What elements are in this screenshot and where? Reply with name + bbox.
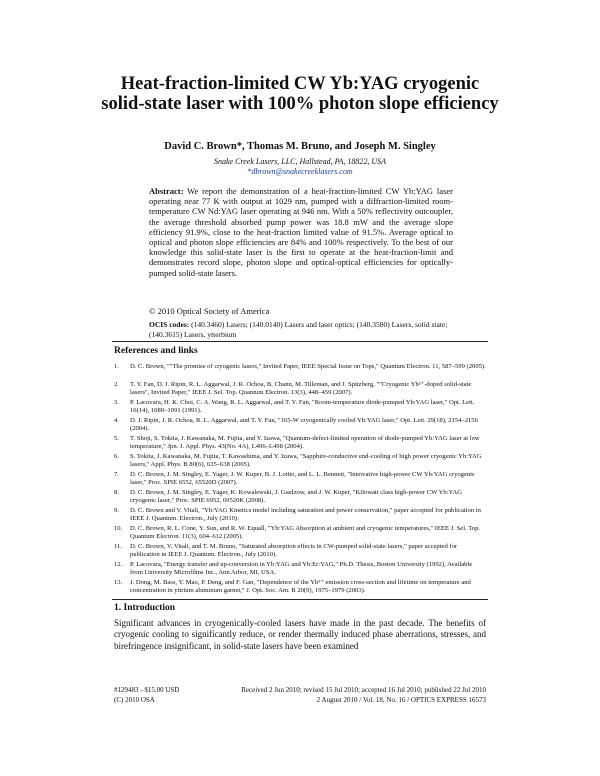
affiliation: Snake Creek Lasers, LLC, Hallstead, PA, 18822, USA [214, 157, 386, 166]
reference-text: T. Shoji, S. Tokita, J. Kawanaka, M. Fujita, and Y. Izawa, "Quantum-defect-limited operation of diode-pumped Yb:YAG laser at low temperature," Jpn. J. Appl. Phys. 43(No. 4A), L496–L498 (2004). [130, 435, 480, 451]
reference-item [114, 489, 486, 506]
ocis-codes [149, 320, 453, 339]
abstract-text: We report the demonstration of a heat-fraction-limited CW Yb:YAG laser operating near 77 K with output at 1029 nm, pumped with a diffraction-limited room-temperature CW Nd:YAG laser operating at 946 nm. With a 50% reflectivity outcoupler, the average threshold absorbed pump power was 18.8 mW and the average slope efficiency 91.9%, close to the heat-fraction limited value of 91.5%. Average optical to optical and photon slope efficiencies are 84% and 100% respectively. To the best of our knowledge this solid-state laser is the first to operate at the heat-fraction-limit and demonstrates record slope, photon slope and optical-optical efficiencies for optically-pumped solid-state lasers. [149, 186, 453, 278]
reference-number: 5. [114, 435, 119, 442]
reference-number: 9. [114, 507, 119, 514]
reference-number: 11. [114, 543, 122, 550]
reference-item [114, 561, 486, 578]
reference-text: D. C. Brown, J. M. Singley, E. Yager, J. W. Kuper, B. J. Lotito, and L. L. Bennett, "Innovative high-power CW Yb:YAG cryogenic laser," Proc. SPIE 6552, 65520D (2007). [130, 471, 475, 487]
reference-item [114, 417, 486, 434]
reference-item [114, 399, 486, 416]
reference-item [114, 543, 486, 560]
reference-text: T. Y. Fan, D. J. Ripin, R. L. Aggarwal, J. R. Ochoa, B. Chann, M. Tilleman, and J. Spitzberg, ""Cryogenic Yb³⁺-doped solid-state lasers", Invited Paper," IEEE J. Sel. Top. Quantum Electron. 13(3), 448–459 (2007). [130, 381, 472, 397]
author-email-link[interactable]: *dbrown@snakecreeklasers.com [247, 167, 353, 176]
reference-item [114, 363, 486, 371]
section-heading: 1. Introduction [114, 603, 176, 613]
abstract-label: Abstract: [149, 186, 184, 196]
abstract [149, 186, 453, 278]
footer-copyright: (C) 2010 OSA [114, 695, 155, 704]
footer-dates: Received 2 Jun 2010; revised 15 Jul 2010; accepted 16 Jul 2010; published 22 Jul 2010 [241, 686, 486, 694]
paper-title: Heat-fraction-limited CW Yb:YAG cryogenic solid-state laser with 100% photon slope efficiency [101, 74, 499, 114]
reference-text: D. C. Brown, J. M. Singley, E. Yager, K. Kowalewski, J. Guelzow, and J. W. Kuper, "Kilowatt class high-power CW Yb:YAG cryogenic laser," Proc. SPIE 6952, 69520K (2008). [130, 489, 463, 505]
reference-item [114, 579, 486, 596]
references-heading: References and links [114, 346, 198, 356]
divider-bottom [112, 599, 488, 600]
copyright-notice: © 2010 Optical Society of America [149, 306, 270, 316]
reference-item [114, 453, 486, 470]
reference-text: D. C. Brown, ""The promise of cryogenic lasers," Invited Paper, IEEE Special Issue on Tops," Quantum Electron. 11, 587–599 (2005). [130, 363, 486, 370]
reference-number: 12. [114, 561, 123, 568]
reference-text: D. C. Brown, R. L. Cone, Y. Sun, and R. W. Equall, "Yb:YAG Absorption at ambient and cryogenic temperatures," IEEE J. Sel. Top. Quantum Electron. 11(3), 604–612 (2005). [130, 525, 481, 541]
reference-text: D. J. Ripin, J. R. Ochoa, R. L. Aggarwal, and T. Y. Fan, "165-W cryogenically cooled Yb:YAG laser," Opt. Lett. 29(18), 2154–2156 (2004). [130, 417, 478, 433]
reference-number: 4. [114, 417, 119, 424]
reference-number: 1. [114, 363, 119, 370]
ocis-label: OCIS codes: [149, 320, 190, 329]
reference-number: 6. [114, 453, 119, 460]
reference-number: 10. [114, 525, 123, 532]
reference-item [114, 381, 486, 398]
reference-item [114, 507, 486, 524]
reference-text: S. Tokita, J. Kawanaka, M. Fujita, T. Kawashima, and Y. Izawa, "Sapphire-conductive end-cooling of high power cryogenic Yb:YAG lasers," Appl. Phys. B 80(6), 635–638 (2005). [130, 453, 482, 469]
reference-text: J. Dong, M. Bass, Y. Mao, P. Deng, and F. Gan, "Dependence of the Yb³⁺ emission cross-section and lifetime on temperature and concentration in yttrium aluminum garnet," J. Opt. Soc. Am. B 20(9), 1975–1979 (2003). [130, 579, 471, 595]
introduction-text: Significant advances in cryogenically-cooled lasers have made in the past decade. The benefits of cryogenic cooling to significantly reduce, or render thermally induced phase aberrations, stresses, and birefringence insignificant, in solid-state lasers have been examined [114, 618, 486, 651]
reference-number: 8. [114, 489, 119, 496]
reference-item [114, 471, 486, 488]
reference-item [114, 435, 486, 452]
reference-number: 7. [114, 471, 119, 478]
reference-number: 13. [114, 579, 123, 586]
reference-text: D. C. Brown, V. Vitali, and T. M. Bruno, "Saturated absorption effects in CW-pumped solid-state lasers," paper accepted for publication in IEEE J. Quantum. Electron., July (2010). [130, 543, 458, 559]
footer-price: #129483 - $15.00 USD [114, 686, 180, 694]
reference-number: 2. [114, 381, 119, 388]
author-list: David C. Brown*, Thomas M. Bruno, and Joseph M. Singley [164, 141, 436, 152]
reference-number: 3. [114, 399, 119, 406]
ocis-text: (140.3460) Lasers; (140.0140) Lasers and laser optics; (140.3580) Lasers, solid state; (140.3615) Lasers, ytterbium [149, 320, 448, 339]
footer-left [114, 686, 179, 705]
divider-top [112, 341, 488, 342]
footer-right [241, 686, 486, 705]
reference-text: P. Lacovara, H. K. Choi, C. A. Wang, R. L. Aggarwal, and T. Y. Fan, "Room-temperature diode-pumped Yb:YAG laser," Opt. Lett. 16(14), 1089–1091 (1991). [130, 399, 475, 415]
reference-item [114, 525, 486, 542]
reference-text: P. Lacovara, "Energy transfer and up-conversion in Yb:YAG and Yb:Er:YAG," Ph.D. Thesis, Boston University (1992), Available from University Microfilms Inc., Ann Arbor, MI, USA. [130, 561, 473, 577]
reference-text: D. C. Brown and V. Vitali, "Yb:YAG Kinetics model including saturation and power conservation," paper accepted for publication in IEEE J. Quantum. Electron., July (2010). [130, 507, 481, 523]
footer-journal-info: 2 August 2010 / Vol. 18, No. 16 / OPTICS EXPRESS 16573 [316, 695, 486, 704]
